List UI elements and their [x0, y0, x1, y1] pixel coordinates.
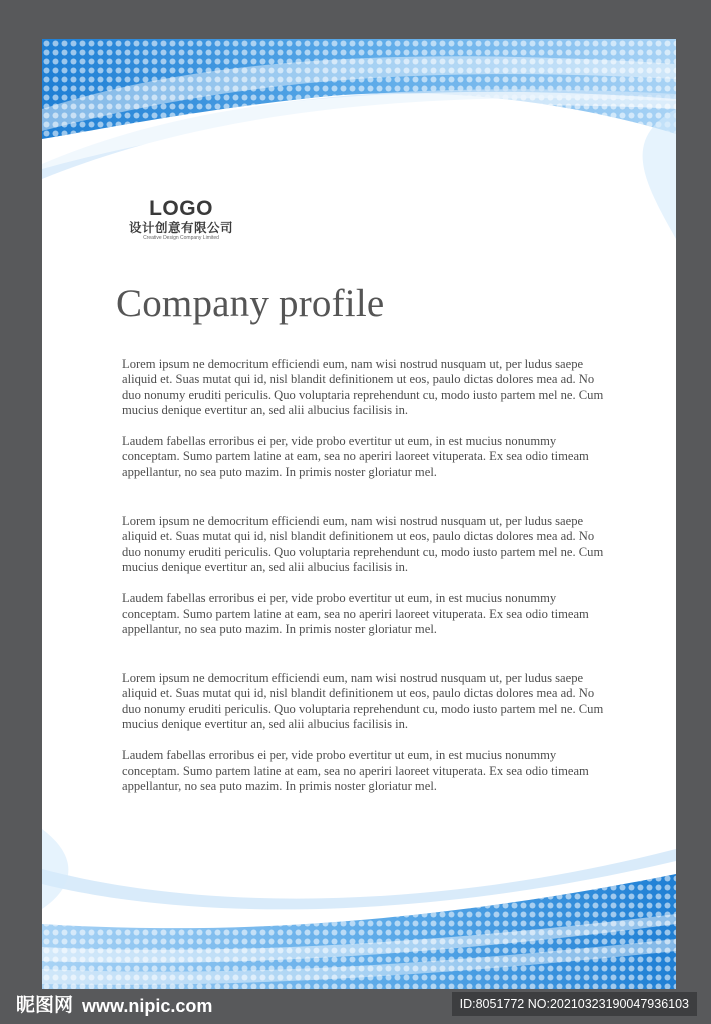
- letterhead-sheet: [42, 39, 676, 989]
- logo-chinese-name: 设计创意有限公司: [128, 220, 233, 235]
- paragraph: Lorem ipsum ne democritum efficiendi eum, nam wisi nostrud nusquam ut, per ludus saepe aliquid et. Suas mutat qui id, nisl blandit definitionem ut eos, paulo dictas dolores mea ad. No duo nonumy eruditi periculis. Quo voluptaria reprehendunt cu, modo iusto partem mel ne. Cum mucius denique evertitur an, sed alii albucius facilisis in.: [122, 514, 604, 574]
- watermark-site-url[interactable]: www.nipic.com: [82, 996, 213, 1016]
- logo-title: LOGO: [149, 197, 213, 220]
- logo-english-name: Creative Design Company Limited: [143, 235, 219, 241]
- watermark-id-label: ID:8051772 NO:20210323190047936103: [452, 992, 697, 1016]
- watermark-site-logo: 昵图网: [16, 994, 74, 1016]
- paragraph: Lorem ipsum ne democritum efficiendi eum, nam wisi nostrud nusquam ut, per ludus saepe aliquid et. Suas mutat qui id, nisl blandit definitionem ut eos, paulo dictas dolores mea ad. No duo nonumy eruditi periculis. Quo voluptaria reprehendunt cu, modo iusto partem mel ne. Cum mucius denique evertitur an, sed alii albucius facilisis in.: [122, 357, 604, 417]
- company-logo: [120, 197, 242, 242]
- paragraph: Laudem fabellas erroribus ei per, vide probo evertitur ut eum, in est mucius nonummy conceptam. Sumo partem latine at eam, sea no aperiri laoreet vituperata. Ex sea odio timeam appellantur, no sea puto mazim. In primis noster gloriatur mel.: [122, 591, 589, 636]
- page-title: Company profile: [116, 282, 385, 325]
- paragraph: Lorem ipsum ne democritum efficiendi eum, nam wisi nostrud nusquam ut, per ludus saepe aliquid et. Suas mutat qui id, nisl blandit definitionem ut eos, paulo dictas dolores mea ad. No duo nonumy eruditi periculis. Quo voluptaria reprehendunt cu, modo iusto partem mel ne. Cum mucius denique evertitur an, sed alii albucius facilisis in.: [122, 671, 604, 732]
- paragraph: Laudem fabellas erroribus ei per, vide probo evertitur ut eum, in est mucius nonummy conceptam. Sumo partem latine at eam, sea no aperiri laoreet vituperata. Ex sea odio timeam appellantur, no sea puto mazim. In primis noster gloriatur mel.: [122, 748, 589, 793]
- paragraph: Laudem fabellas erroribus ei per, vide probo evertitur ut eum, in est mucius nonummy conceptam. Sumo partem latine at eam, sea no aperiri laoreet vituperata. Ex sea odio timeam appellantur, no sea puto mazim. In primis noster gloriatur mel.: [122, 434, 589, 479]
- bottom-wave-decoration: [42, 829, 676, 989]
- top-wave-decoration: [42, 39, 676, 279]
- body-text: [122, 357, 604, 794]
